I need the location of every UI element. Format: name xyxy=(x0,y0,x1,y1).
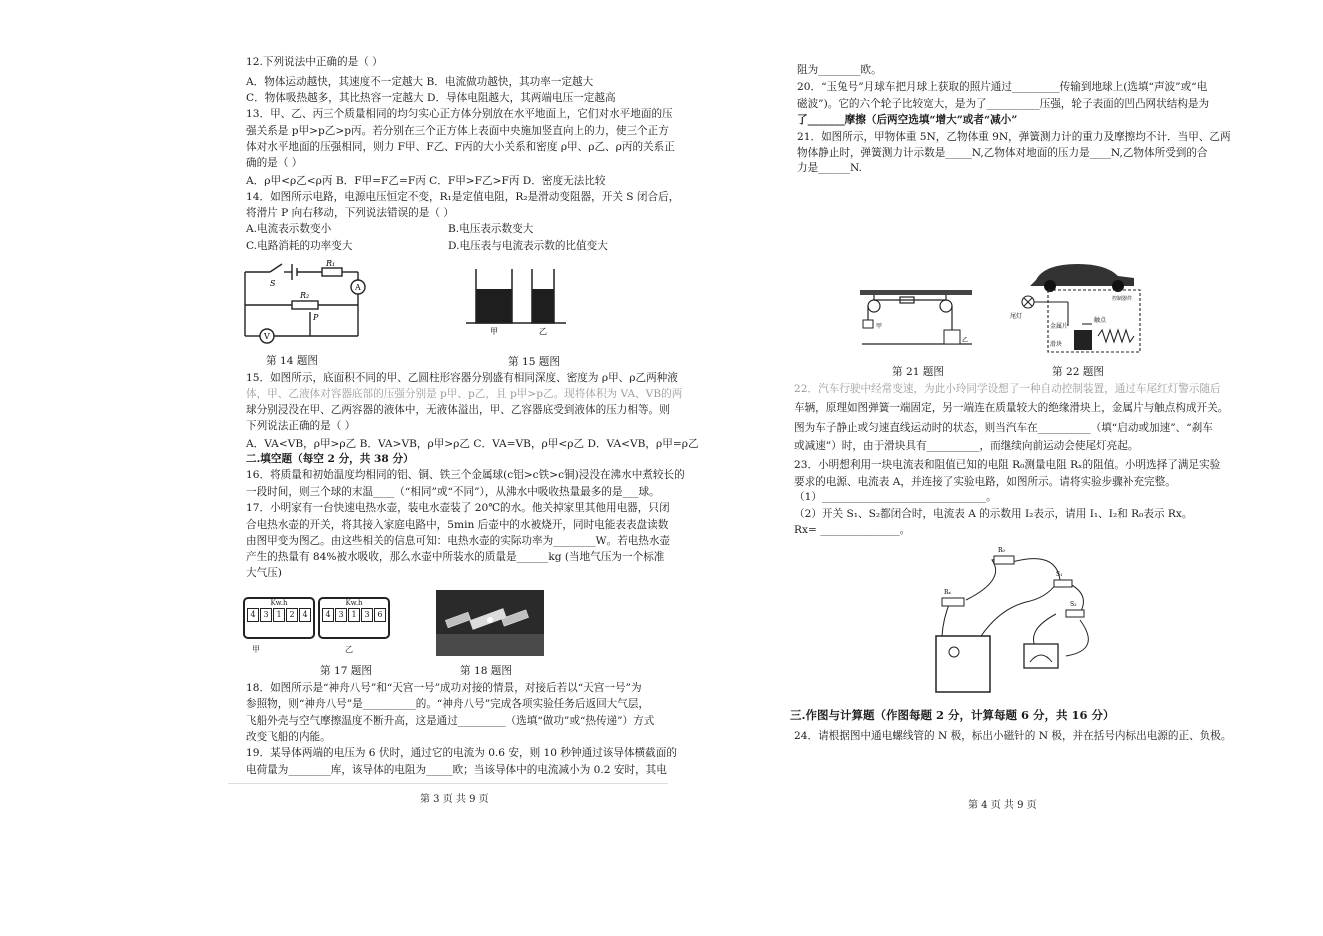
question-17-line3: 由图甲变为图乙。由这些相关的信息可知：电热水壶的实际功率为________W。若电热水壶 xyxy=(246,535,671,547)
question-15-line2: 体，甲、乙液体对容器底部的压强分别是 p甲、p乙，且 p甲>p乙。现将体积为 VA、VB的两 xyxy=(246,388,683,400)
question-15-line4: 下列说法正确的是（ ） xyxy=(246,420,356,432)
question-16-line2: 一段时间，则三个球的末温____（“相同”或“不同”），从沸水中吸收热量最多的是___球。 xyxy=(246,486,660,498)
question-13-line3: 体对水平地面的压强相同，则力 F甲、F乙、F丙的大小关系和密度 ρ甲、ρ乙、ρ丙的关系正 xyxy=(246,141,675,153)
weight-yi-label: 乙 xyxy=(962,337,969,344)
r2-label: R₂ xyxy=(300,291,310,300)
slider-p-label: P xyxy=(313,313,319,322)
meter-digit: 4 xyxy=(247,608,259,622)
question-21-line2: 物体静止时，弹簧测力计示数是_____N,乙物体对地面的压力是____N,乙物体所受到的合 xyxy=(797,147,1208,159)
question-20-line2: 磁波”)。它的六个轮子比较宽大，是为了__________压强，轮子表面的凹凸网状结构是为 xyxy=(797,98,1210,110)
question-19-line1: 19．某导体两端的电压为 6 伏时，通过它的电流为 0.6 安，则 10 秒钟通过该导体横截面的 xyxy=(246,747,677,759)
caption-fig15: 第 15 题图 xyxy=(508,356,560,368)
meter-jia-unit: Kw.h xyxy=(270,599,288,607)
question-16-line1: 16．将质量和初始温度均相同的铝、铜、铁三个金属球(c铝>c铁>c铜)浸没在沸水中煮较长的 xyxy=(246,469,685,481)
question-21-line3: 力是______N. xyxy=(797,162,862,174)
q15-options: A．VA<VB，ρ甲>ρ乙 B．VA>VB，ρ甲>ρ乙 C．VA=VB，ρ甲<ρ乙 D．VA<VB，ρ甲=ρ乙 xyxy=(246,438,699,450)
page-footer-3: 第 3 页 共 9 页 xyxy=(420,794,489,805)
caption-fig21: 第 21 题图 xyxy=(892,366,944,378)
question-23-line2: 要求的电源、电流表 A，并连接了实验电路，如图所示。请将实验步骤补充完整。 xyxy=(794,476,1176,488)
contact-label: 触点 xyxy=(1094,317,1107,324)
meter-digit: 3 xyxy=(361,608,373,622)
switch-label: S xyxy=(270,279,276,288)
meter-digit: 6 xyxy=(374,608,386,622)
meter-digit: 4 xyxy=(322,608,334,622)
q14-option-c: C.电路消耗的功率变大 xyxy=(246,240,353,252)
caption-fig17: 第 17 题图 xyxy=(320,665,372,677)
question-24: 24．请根据图中通电螺线管的 N 极，标出小磁针的 N 极，并在括号内标出电源的正、负极。 xyxy=(794,730,1232,742)
electric-meter-yi xyxy=(318,597,390,639)
rx-label: Rₓ xyxy=(944,589,952,596)
meter-digit: 4 xyxy=(299,608,311,622)
meter-digit: 1 xyxy=(348,608,360,622)
question-15-line1: 15．如图所示，底面积不同的甲、乙圆柱形容器分别盛有相同深度、密度为 ρ甲、ρ乙两种液 xyxy=(246,372,678,384)
spacecraft-docking-photo xyxy=(436,590,544,656)
question-13-line2: 强关系是 p甲>p乙>p丙。若分别在三个正方体上表面中央施加竖直向上的力，使三个正方 xyxy=(246,125,669,137)
container-jia-label: 甲 xyxy=(490,327,498,335)
meter-digit: 3 xyxy=(260,608,272,622)
controller-label: 控制器件 xyxy=(1112,296,1133,302)
question-20-line3: 了_______摩擦（后两空选填“增大”或者“减小” xyxy=(797,114,1018,126)
caption-fig22: 第 22 题图 xyxy=(1052,366,1104,378)
containers-diagram-q15 xyxy=(462,265,572,335)
meter-yi-digits xyxy=(320,608,388,622)
caption-fig14: 第 14 题图 xyxy=(266,355,318,367)
s2-label: S₂ xyxy=(1070,601,1077,608)
section-2-heading: 二.填空题（每空 2 分，共 38 分） xyxy=(246,453,414,465)
question-12: 12.下列说法中正确的是（ ） xyxy=(246,56,383,68)
caption-fig18: 第 18 题图 xyxy=(460,665,512,677)
pulley-diagram-q21 xyxy=(856,286,976,350)
meter-yi-label: 乙 xyxy=(345,645,353,654)
r0-label: R₀ xyxy=(998,547,1005,554)
question-17-line4: 产生的热量有 84%被水吸收，那么水壶中所装水的质量是______kg (当地气压为一个标准 xyxy=(246,551,665,563)
question-22-line4: 或减速”）时，由于滑块具有__________，而继续向前运动会使尾灯亮起。 xyxy=(794,440,1139,452)
meter-yi-unit: Kw.h xyxy=(345,599,363,607)
q14-option-a: A.电流表示数变小 xyxy=(246,223,332,235)
question-21-line1: 21．如图所示，甲物体重 5N，乙物体重 9N，弹簧测力计的重力及摩擦均不计．当甲、乙两 xyxy=(797,131,1231,143)
meter-jia-label: 甲 xyxy=(252,645,260,654)
r1-label: R₁ xyxy=(326,260,336,268)
weight-jia-label: 甲 xyxy=(876,323,883,330)
experiment-wiring-diagram-q23 xyxy=(906,540,1106,700)
voltmeter-label: V xyxy=(264,332,270,341)
question-22-line1: 22．汽车行驶中经常变速，为此小玲同学设想了一种自动控制装置，通过车尾红灯警示随后 xyxy=(794,383,1221,395)
meter-digit: 3 xyxy=(335,608,347,622)
page-footer-4: 第 4 页 共 9 页 xyxy=(968,800,1037,811)
question-18-line1: 18．如图所示是“神舟八号”和“天宫一号”成功对接的情景，对接后若以“天宫一号”为 xyxy=(246,682,642,694)
container-yi-label: 乙 xyxy=(539,327,547,335)
question-18-line2: 参照物，则“神舟八号”是__________的。“神舟八号”完成各项实验任务后返回大气层， xyxy=(246,698,650,710)
question-23-rx-blank: Rx= _______________。 xyxy=(794,524,911,536)
question-23-line1: 23．小明想利用一块电流表和阻值已知的电阻 R₀测量电阻 Rₓ的阻值。小明选择了满足实验 xyxy=(794,459,1221,471)
question-13-line4: 确的是（ ） xyxy=(246,157,303,169)
meter-jia-digits xyxy=(245,608,313,622)
q14-option-b: B.电压表示数变大 xyxy=(448,223,534,235)
meter-digit: 2 xyxy=(286,608,298,622)
question-20-line1: 20．“玉兔号”月球车把月球上获取的照片通过_________传输到地球上(选填“声波”或“电 xyxy=(797,81,1208,93)
electric-meter-jia xyxy=(243,597,315,639)
ammeter-label: A xyxy=(355,283,361,292)
q12-options-cd: C．物体吸热越多，其比热容一定越大 D．导体电阻越大，其两端电压一定越高 xyxy=(246,92,616,104)
q14-option-d: D.电压表与电流表示数的比值变大 xyxy=(448,240,608,252)
question-18-line4: 改变飞船的内能。 xyxy=(246,731,331,743)
circuit-diagram-q14 xyxy=(240,260,380,346)
scan-edge-divider xyxy=(228,783,668,784)
section-3-heading: 三.作图与计算题（作图每题 2 分，计算每题 6 分，共 16 分） xyxy=(790,708,1115,722)
q13-options: A．ρ甲<ρ乙<ρ丙 B．F甲=F乙=F丙 C．F甲>F乙>F丙 D．密度无法比较 xyxy=(246,175,606,187)
question-13-line1: 13．甲、乙、丙三个质量相同的均匀实心正方体分别放在水平地面上，它们对水平地面的压 xyxy=(246,108,673,120)
question-17-line5: 大气压) xyxy=(246,567,282,579)
meter-digit: 1 xyxy=(273,608,285,622)
question-14-line1: 14．如图所示电路，电源电压恒定不变，R₁是定值电阻，R₂是滑动变阻器，开关 S 闭合后， xyxy=(246,191,680,203)
question-23-step2: （2）开关 S₁、S₂都闭合时，电流表 A 的示数用 I₂表示，请用 I₁、I₂和 R₀表示 Rx。 xyxy=(794,508,1193,520)
question-18-line3: 飞船外壳与空气摩擦温度不断升高，这是通过_________（选填“做功”或“热传递”）方式 xyxy=(246,715,655,727)
question-17-line2: 合电热水壶的开关，将其接入家庭电路中，5min 后壶中的水被烧开，同时电能表表盘读数 xyxy=(246,519,669,531)
control-device-diagram-q22 xyxy=(1008,256,1148,356)
question-19-line2: 电荷量为________库，该导体的电阻为_____欧；当该导体中的电流减小为 0.2 安时，其电 xyxy=(246,764,667,776)
tail-light-label: 尾灯 xyxy=(1010,313,1023,320)
right-exam-page xyxy=(662,0,1323,936)
s1-label: S₁ xyxy=(1056,571,1063,578)
q12-options-ab: A．物体运动越快，其速度不一定越大 B．电流做功越快，其功率一定越大 xyxy=(246,76,594,88)
question-15-line3: 球分别浸没在甲、乙两容器的液体中，无液体溢出，甲、乙容器底受到液体的压力相等。则 xyxy=(246,404,670,416)
question-22-line3: 图为车子静止或匀速直线运动时的状态，则当汽车在__________（填“启动或加速”、“刹车 xyxy=(794,422,1213,434)
question-19-continued: 阻为________欧。 xyxy=(797,64,882,76)
question-17-line1: 17．小明家有一台快速电热水壶，装电水壶装了 20℃的水。他关掉家里其他用电器，只闭 xyxy=(246,502,670,514)
question-22-line2: 车辆，原理如图弹簧一端固定，另一端连在质量较大的绝缘滑块上，金属片与触点构成开关。 xyxy=(794,402,1229,414)
question-14-line2: 将滑片 P 向右移动，下列说法错误的是（ ） xyxy=(246,207,454,219)
question-23-step1: （1）_______________________________。 xyxy=(794,491,997,503)
slider-block-label: 滑块 xyxy=(1050,341,1063,348)
metal-plate-label: 金属片 xyxy=(1050,323,1069,330)
